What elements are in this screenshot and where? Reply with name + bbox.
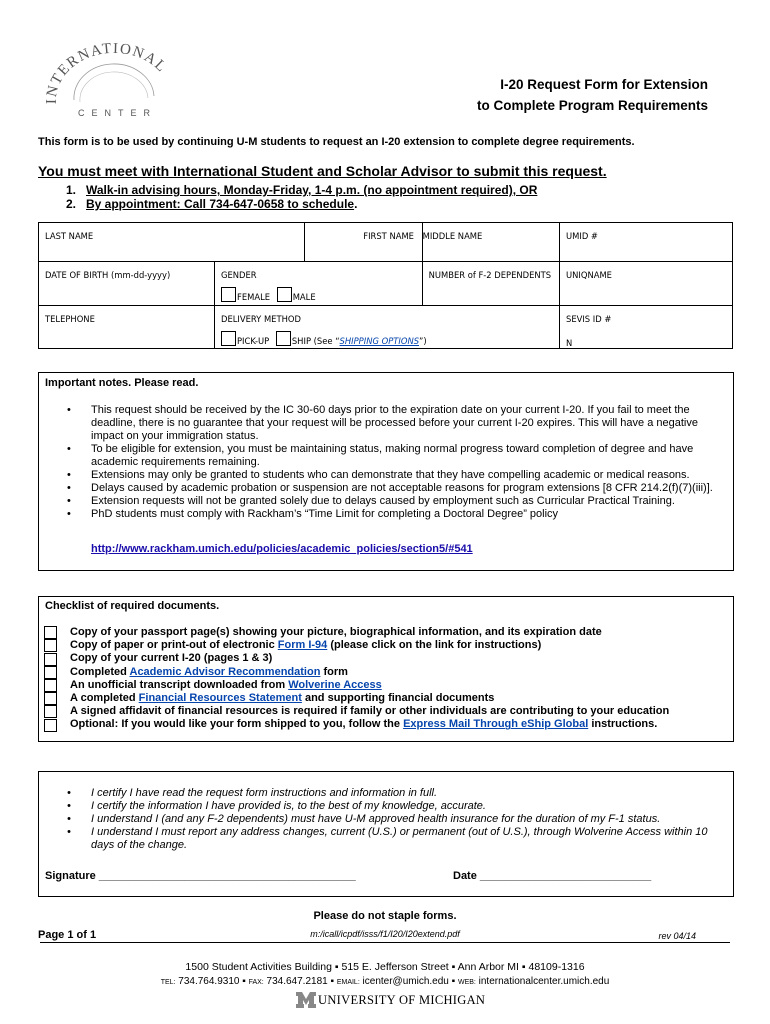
contact-line: TEL: 734.764.9310 ▪ FAX: 734.647.2181 ▪ EMAIL: icenter@umich.edu ▪ WEB: internationalcenter.umich.edu — [160, 976, 610, 987]
no-staple-note: Please do not staple forms. — [313, 910, 457, 922]
sevis-field[interactable]: SEVIS ID # N — [560, 306, 733, 349]
checklist-checkbox[interactable] — [44, 705, 57, 718]
step-1: 1. Walk-in advising hours, Monday-Friday, 1-4 p.m. (no appointment required), OR — [66, 183, 538, 197]
svg-text:INTERNATIONAL — [44, 42, 170, 104]
block-m-icon — [296, 992, 316, 1008]
page-number: Page 1 of 1 — [38, 929, 97, 941]
telephone-field[interactable]: TELEPHONE — [39, 306, 215, 349]
cert-item: • I understand I (and any F-2 dependents) must have U-M approved health insurance for the duration of my F-1 status. — [39, 813, 717, 826]
um-logo: UNIVERSITY OF MICHIGAN — [296, 992, 485, 1008]
eship-global-link[interactable]: Express Mail Through eShip Global — [403, 718, 589, 731]
must-meet-heading: You must meet with International Student and Scholar Advisor to submit this request. — [38, 163, 607, 179]
note-item: • PhD students must comply with Rackham’s “Time Limit for completing a Doctoral Degree” policy — [39, 508, 721, 521]
umid-field[interactable]: UMID # — [560, 223, 733, 262]
checklist-checkbox[interactable] — [44, 626, 57, 639]
signature-line[interactable]: Signature __________________________________________ — [45, 870, 356, 882]
delivery-method-field: DELIVERY METHOD PICK-UP SHIP (See “ SHIPPING OPTIONS ”) — [215, 306, 560, 349]
checklist-checkbox[interactable] — [44, 692, 57, 705]
appointment-steps — [66, 183, 537, 211]
address-line: 1500 Student Activities Building ▪ 515 E. Jefferson Street ▪ Ann Arbor MI ▪ 48109-1316 — [185, 961, 585, 973]
logo-word: INTERNATIONAL — [43, 42, 170, 105]
student-info-table — [38, 222, 733, 349]
pickup-checkbox[interactable] — [221, 331, 236, 346]
rackham-policy-link[interactable]: http://www.rackham.umich.edu/policies/academic_policies/section5/#541 — [91, 543, 473, 555]
checklist-checkbox[interactable] — [44, 639, 57, 652]
note-item: • Delays caused by academic probation or suspension are not acceptable reasons for program extensions [8 CFR 214.2(f)(7)(iii)]. — [39, 482, 721, 495]
gender-field: GENDER FEMALE MALE — [215, 262, 423, 306]
checklist-checkbox[interactable] — [44, 666, 57, 679]
financial-resources-link[interactable]: Financial Resources Statement — [138, 692, 302, 705]
shipping-options-link[interactable]: SHIPPING OPTIONS — [339, 336, 420, 346]
file-path: m:/icall/icpdf/isss/f1/I20/I20extend.pdf — [310, 929, 460, 939]
note-item: • This request should be received by the IC 30-60 days prior to the expiration date on your current I-20. If you fail to meet the deadline, there is no guarantee that your request will be processed before your current I-20 expires. This will have a negative impact on your immigration status. — [39, 404, 721, 443]
checklist-title: Checklist of required documents. — [45, 600, 220, 612]
notes-title: Important notes. Please read. — [45, 377, 199, 389]
checklist-checkbox[interactable] — [44, 653, 57, 666]
female-checkbox[interactable] — [221, 287, 236, 302]
ship-checkbox[interactable] — [276, 331, 291, 346]
cert-item: • I certify I have read the request form instructions and information in full. — [39, 787, 717, 800]
important-notes-box — [38, 372, 734, 571]
cert-item: • I understand I must report any address changes, current (U.S.) or permanent (out of U.S.), through Wolverine Access within 10 days of the change. — [39, 826, 717, 852]
middle-name-field[interactable]: MIDDLE NAME — [422, 223, 559, 262]
title-line-1: I-20 Request Form for Extension — [500, 77, 708, 92]
male-checkbox[interactable] — [277, 287, 292, 302]
footer-divider — [40, 942, 730, 943]
dependents-field[interactable]: NUMBER of F-2 DEPENDENTS — [422, 262, 559, 306]
date-line[interactable]: Date ____________________________ — [453, 870, 652, 882]
notes-list — [39, 404, 721, 521]
cert-item: • I certify the information I have provided is, to the best of my knowledge, accurate. — [39, 800, 717, 813]
note-item: • Extensions may only be granted to students who can demonstrate that they have compelling academic or medical reasons. — [39, 469, 721, 482]
last-name-field[interactable]: LAST NAME — [39, 223, 305, 262]
first-name-field[interactable]: FIRST NAME — [305, 223, 422, 262]
certification-list — [39, 787, 717, 852]
note-item: • To be eligible for extension, you must be maintaining status, making normal progress toward completion of degree and have academic requirements remaining. — [39, 443, 721, 469]
form-i94-link[interactable]: Form I-94 — [277, 639, 328, 652]
title-line-2: to Complete Program Requirements — [476, 98, 708, 113]
intro-text: This form is to be used by continuing U-M students to request an I-20 extension to complete degree requirements. — [38, 136, 635, 148]
checklist-checkbox[interactable] — [44, 719, 57, 732]
uniqname-field[interactable]: UNIQNAME — [560, 262, 733, 306]
international-center-logo — [42, 42, 182, 122]
certification-box — [38, 771, 734, 897]
checklist-checkbox[interactable] — [44, 679, 57, 692]
revision: rev 04/14 — [658, 931, 696, 941]
checklist-box: Checklist of required documents. Copy of your passport page(s) showing your picture, biographical information, and its expiration date Copy of paper or print-out of electronic Form I-94 (please click on the link for instructions) Copy of your current I-20 (pages 1 & 3) Completed Academic Advisor Recommendation form An unofficial transcript downloaded from Wolverine Access A completed Financial Resources Statement and supporting financial documents A signed affidavit of financial resources is required if family or other individuals are contributing to your education Optional: If you would like your form shipped to you, follow the Express Mail Through eShip Global instructions. — [38, 596, 734, 742]
advisor-recommendation-link[interactable]: Academic Advisor Recommendation — [129, 665, 321, 678]
wolverine-access-link[interactable]: Wolverine Access — [288, 678, 382, 691]
step-2: 2. By appointment: Call 734-647-0658 to schedule. — [66, 197, 358, 211]
note-item: • Extension requests will not be granted solely due to delays caused by employment such as Curricular Practical Training. — [39, 495, 721, 508]
logo-sub: CENTER — [78, 108, 158, 118]
dob-field[interactable]: DATE OF BIRTH (mm-dd-yyyy) — [39, 262, 215, 306]
